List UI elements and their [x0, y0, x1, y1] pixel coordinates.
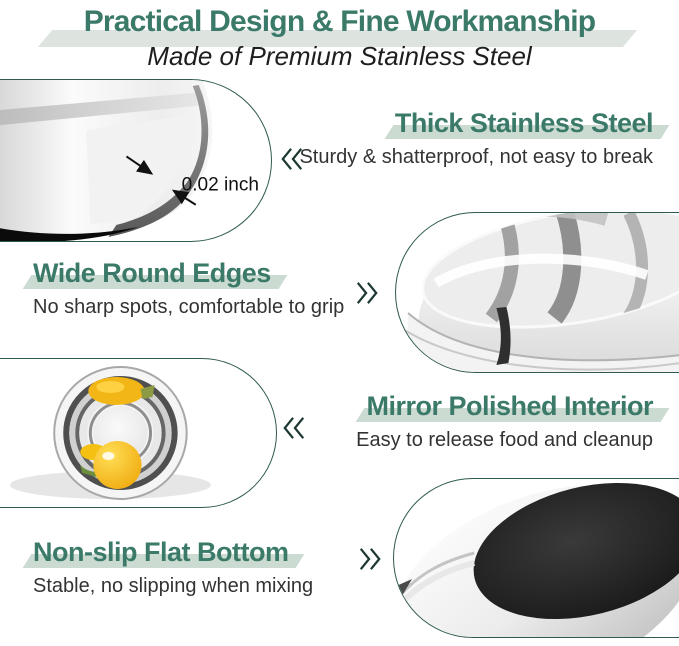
- bowl-rim-illustration: [396, 213, 679, 372]
- bowl-nonslip-bottom-photo: [393, 478, 679, 638]
- double-chevron-right-icon: [355, 279, 379, 307]
- bowl-edge-illustration: [0, 80, 271, 241]
- nonslip-bottom-illustration: [394, 479, 679, 637]
- feature-description: Easy to release food and cleanup: [356, 429, 653, 452]
- page-subtitle: Made of Premium Stainless Steel: [147, 41, 532, 71]
- feature-heading: Mirror Polished Interior: [366, 391, 653, 422]
- double-chevron-left-icon: [282, 414, 306, 442]
- feature-heading: Wide Round Edges: [33, 258, 271, 289]
- feature-nonslip-flat-bottom: [33, 537, 313, 598]
- feature-description: Sturdy & shatterproof, not easy to break: [299, 146, 653, 169]
- egg-yolk-large: [93, 441, 141, 489]
- bowl-edge-closeup-photo: [0, 79, 272, 242]
- feature-description: No sharp spots, comfortable to grip: [33, 296, 345, 319]
- mirror-interior-illustration: [0, 359, 276, 507]
- feature-wide-round-edges: [33, 258, 344, 319]
- page-title: Practical Design & Fine Workmanship: [83, 5, 596, 38]
- feature-heading: Thick Stainless Steel: [395, 108, 653, 139]
- feature-heading: Non-slip Flat Bottom: [33, 537, 288, 568]
- feature-description: Stable, no slipping when mixing: [33, 575, 314, 598]
- double-chevron-left-icon: [280, 145, 304, 173]
- feature-thick-stainless-steel: [299, 108, 653, 169]
- bowl-top-view-egg-yolks-photo: [0, 358, 277, 508]
- double-chevron-right-icon: [358, 545, 382, 573]
- bowl-rim-side-view-photo: [395, 212, 679, 373]
- feature-mirror-polished-interior: [356, 391, 653, 452]
- thickness-annotation: 0.02 inch: [181, 174, 260, 196]
